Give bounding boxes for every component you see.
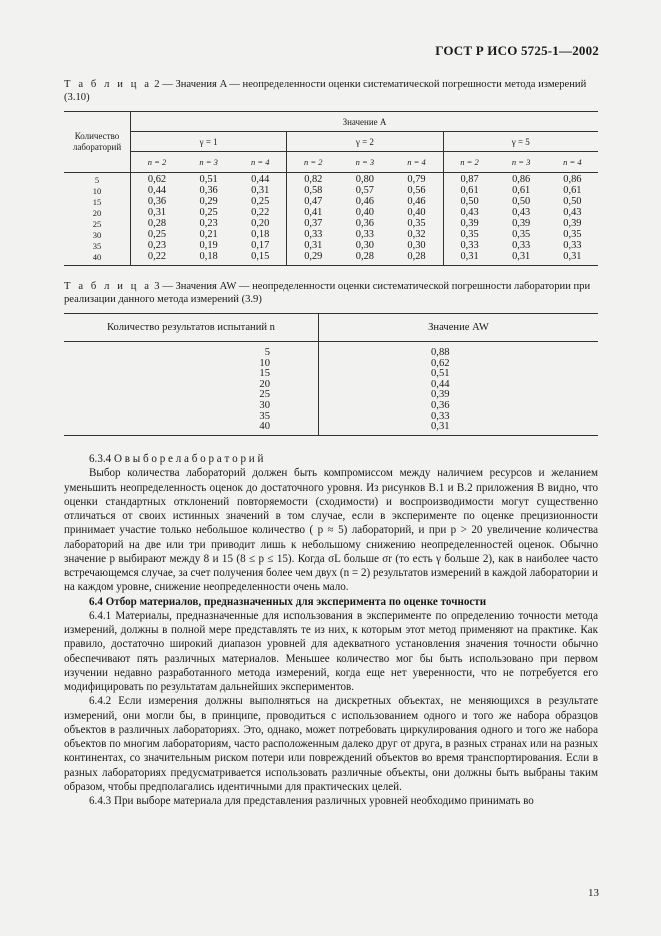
table-row [64,369,598,380]
value-cell: 0,82 [304,174,323,186]
value-cell: 0,18 [234,230,287,241]
lab-count-cell: 10 [64,186,131,197]
table2-caption-text: 2 — Значения A — неопределенности оценки систематической погрешности метода измерений (3.10) [64,79,587,103]
value-cell: 0,19 [199,240,218,252]
body-text [64,452,598,808]
value-cell: 0,36 [199,185,218,197]
aw-value-cell: 0,44 [431,378,450,390]
aw-value-cell: 0,31 [431,421,450,433]
value-cell: 0,43 [563,207,582,219]
value-cell: 0,50 [460,196,479,208]
n-label: n = 2 [443,152,496,173]
value-cell: 0,47 [304,196,323,208]
table2-gamma-5: γ = 5 [443,132,598,152]
table-row [64,412,598,423]
table3-label: Т а б л и ц а [64,281,152,292]
table2-gamma-2: γ = 2 [287,132,443,152]
result-count-cell: 15 [64,369,319,380]
lab-count-cell: 35 [64,241,131,252]
value-cell: 0,58 [304,185,323,197]
result-count-cell: 40 [64,422,319,435]
value-cell: 0,31 [512,251,531,263]
n-label: n = 3 [496,152,547,173]
n-label: n = 3 [339,152,390,173]
section-6-3-4-title: 6.3.4 О в ы б о р е л а б о р а т о р и й [89,453,264,465]
value-cell: 0,30 [390,241,443,252]
value-cell: 0,37 [304,218,323,230]
value-cell: 0,21 [199,229,218,241]
lab-count-cell: 30 [64,230,131,241]
aw-value-cell: 0,88 [431,347,450,358]
table-row [64,401,598,412]
result-count-cell: 20 [64,380,319,391]
table2-label: Т а б л и ц а [64,79,152,90]
result-count-cell: 35 [64,412,319,423]
value-cell: 0,44 [147,185,167,197]
table3-header-value: Значение AW [319,314,599,342]
table3-caption-text: 3 — Значения AW — неопределенности оценки систематической погрешности лаборатории при реализации данного метода измерений (3.9) [64,281,591,305]
value-cell: 0,22 [147,251,167,263]
n-label: n = 4 [390,152,443,173]
value-cell: 0,36 [355,218,374,230]
lab-count-cell: 25 [64,219,131,230]
aw-value-cell: 0,51 [431,368,450,380]
value-cell: 0,40 [355,207,374,219]
value-cell: 0,87 [460,174,479,186]
paragraph-6-4-1: 6.4.1 Материалы, предназначенные для использования в эксперименте по определению точности метода измерений, должны в полной мере представлять те из них, к которым этот метод применяют на практике. Как правило, достаточно широкий диапазон уровней для адекватного установления значения точности обычно обеспечивают пять различных материалов. Меньшее количество мог бы быть использовано при первом изучении недавно разработанного метода измерений, когда еще нет уверенности, что не потребуется его модифицировать по результатам дальнейших экспериментов. [64,609,598,693]
value-cell: 0,43 [460,207,479,219]
value-cell: 0,80 [355,174,374,186]
value-cell: 0,32 [390,230,443,241]
paragraph-6-4-3: 6.4.3 При выборе материала для представления различных уровней необходимо принимать во [89,795,534,807]
table3 [64,313,598,436]
value-cell: 0,31 [304,240,323,252]
value-cell: 0,33 [304,229,323,241]
section-6-4-title: 6.4 Отбор материалов, предназначенных для эксперимента по оценке точности [89,595,487,608]
table2 [64,111,598,266]
table3-header-count: Количество результатов испытаний n [64,314,319,342]
value-cell: 0,28 [355,251,374,263]
value-cell: 0,33 [563,240,582,252]
value-cell: 0,62 [147,174,167,186]
value-cell: 0,20 [234,219,287,230]
n-label: n = 2 [287,152,340,173]
table-row [64,342,598,359]
n-label: n = 4 [234,152,287,173]
lab-count-cell: 15 [64,197,131,208]
aw-value-cell: 0,33 [431,410,450,422]
value-cell: 0,33 [355,229,374,241]
value-cell: 0,29 [304,251,323,263]
value-cell: 0,39 [563,218,582,230]
table-row [64,230,598,241]
value-cell: 0,18 [199,251,218,263]
value-cell: 0,25 [199,207,218,219]
value-cell: 0,28 [147,218,167,230]
table2-header-value: Значение A [131,112,599,132]
table-row [64,219,598,230]
table-row [64,173,598,187]
value-cell: 0,25 [147,229,167,241]
value-cell: 0,51 [199,174,218,186]
table2-gamma-1: γ = 1 [131,132,287,152]
value-cell: 0,29 [199,196,218,208]
value-cell: 0,61 [563,185,582,197]
value-cell: 0,31 [147,207,167,219]
value-cell: 0,35 [460,229,479,241]
value-cell: 0,61 [460,185,479,197]
table-row [64,197,598,208]
table2-caption [64,78,598,104]
value-cell: 0,50 [512,196,531,208]
value-cell: 0,56 [390,186,443,197]
value-cell: 0,41 [304,207,323,219]
value-cell: 0,33 [460,240,479,252]
aw-value-cell: 0,39 [431,389,450,401]
value-cell: 0,36 [147,196,167,208]
value-cell: 0,23 [147,240,167,252]
result-count-cell: 25 [64,390,319,401]
value-cell: 0,31 [460,251,479,263]
value-cell: 0,50 [563,196,582,208]
value-cell: 0,44 [234,173,287,187]
table-row [64,208,598,219]
value-cell: 0,35 [563,229,582,241]
value-cell: 0,79 [390,173,443,187]
value-cell: 0,31 [234,186,287,197]
value-cell: 0,25 [234,197,287,208]
value-cell: 0,35 [512,229,531,241]
lab-count-cell: 40 [64,252,131,266]
lab-count-cell: 20 [64,208,131,219]
value-cell: 0,40 [390,208,443,219]
value-cell: 0,17 [234,241,287,252]
document-header: ГОСТ Р ИСО 5725-1—2002 [435,43,599,58]
value-cell: 0,86 [563,174,582,186]
value-cell: 0,33 [512,240,531,252]
value-cell: 0,39 [512,218,531,230]
value-cell: 0,46 [355,196,374,208]
lab-count-cell: 5 [64,173,131,187]
result-count-cell: 30 [64,401,319,412]
aw-value-cell: 0,36 [431,399,450,411]
n-label: n = 3 [183,152,234,173]
table-row [64,252,598,266]
value-cell: 0,15 [234,252,287,266]
value-cell: 0,57 [355,185,374,197]
value-cell: 0,46 [390,197,443,208]
page-number: 13 [588,887,599,899]
value-cell: 0,43 [512,207,531,219]
table-row [64,380,598,391]
n-label: n = 2 [131,152,184,173]
value-cell: 0,39 [460,218,479,230]
paragraph-6-4-2: 6.4.2 Если измерения должны выполняться на дискретных объектах, не меняющихся в результате измерений, они могли бы, в принципе, проводиться с использованием одного и того же набора образцов объектов в различных лабораториях. Это, однако, может потребовать циркулирования одного и того же набора объектов по многим лабораториям, часто расположенным далеко друг от друга, в разных странах или на разных континентах, со значительным риском потери или повреждений объектов во время транспортирования. Если в разных лабораториях предусматривается использовать различные объекты, они должны быть выбраны таким образом, чтобы предполагались идентичными для практических целей. [64,695,598,793]
value-cell: 0,30 [355,240,374,252]
table3-caption [64,280,598,306]
table-row [64,359,598,370]
value-cell: 0,31 [563,251,582,263]
table-row [64,390,598,401]
value-cell: 0,28 [390,252,443,266]
table2-header-labs: Количество лабораторий [64,112,131,173]
value-cell: 0,22 [234,208,287,219]
table-row [64,186,598,197]
value-cell: 0,35 [390,219,443,230]
result-count-cell: 5 [64,342,319,359]
value-cell: 0,23 [199,218,218,230]
paragraph-6-3-4: Выбор количества лабораторий должен быть компромиссом между наличием ресурсов и желанием уменьшить неопределенность оценок до достаточного уровня. Из рисунков В.1 и В.2 приложения В видно, что оценки стандартных отклонений повторяемости (сходимости) и воспроизводимости могут существенно отличаться от своих истинных значений в том случае, если в эксперименте по оценке прецизионности принимает участие только небольшое количество ( p ≈ 5) лабораторий, и при p > 20 увеличение количества лабораторий на две или три приводит лишь к небольшому снижению неопределенностей оценок. Обычно значение p выбирают между 8 и 15 (8 ≤ p ≤ 15). Когда σL больше σr (то есть γ больше 2), как в наиболее часто встречающемся случае, за счет получения более чем двух (n = 2) результатов измерений в каждой лаборатории и на каждом уровне, снижение неопределенности очень мало. [64,467,598,594]
table-row [64,422,598,435]
value-cell: 0,61 [512,185,531,197]
value-cell: 0,86 [512,174,531,186]
aw-value-cell: 0,62 [431,357,450,369]
table-row [64,241,598,252]
n-label: n = 4 [547,152,598,173]
result-count-cell: 10 [64,359,319,370]
